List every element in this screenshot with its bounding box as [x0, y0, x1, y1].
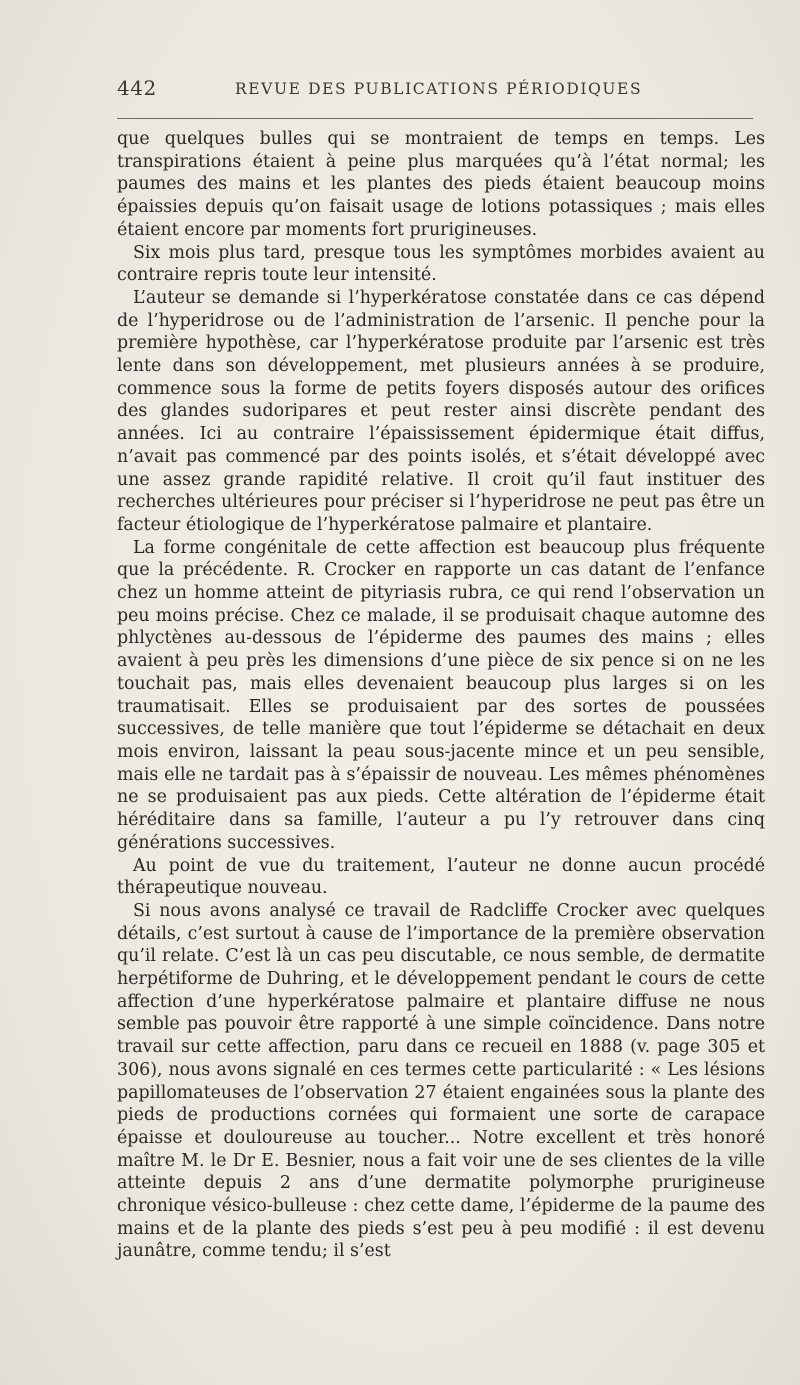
header-rule — [117, 118, 753, 119]
paragraph-six-mois: Six mois plus tard, presque tous les symptômes morbides avaient au contraire repris toute leur intensité. — [117, 242, 765, 286]
paragraph-traitement: Au point de vue du traitement, l’auteur ne donne aucun procédé thérapeutique nouveau. — [117, 855, 765, 899]
page-header — [117, 76, 757, 106]
page-number: 442 — [117, 76, 157, 100]
running-title: REVUE DES PUBLICATIONS PÉRIODIQUES — [235, 80, 643, 98]
body-text — [117, 128, 765, 1263]
paragraph-hyperkeratose: L’auteur se demande si l’hyperkératose constatée dans ce cas dépend de l’hyperidrose ou de l’administration de l’arsenic. Il penche pour la première hypothèse, car l’hyperkératose produite par l’arsenic est très lente dans son développement, met plusieurs années à se produire, commence sous la forme de petits foyers disposés autour des orifices des glandes sudoripares et peut rester ainsi discrète pendant des années. Ici au contraire l’épaississement épidermique était diffus, n’avait pas commencé par des points isolés, et s’était développé avec une assez grande rapidité relative. Il croit qu’il faut instituer des recherches ultérieures pour préciser si l’hyperidrose ne peut pas être un facteur étiologique de l’hyperkératose palmaire et plantaire. — [117, 287, 765, 535]
paragraph-analyse: Si nous avons analysé ce travail de Radcliffe Crocker avec quelques détails, c’est surtout à cause de l’importance de la première observation qu’il relate. C’est là un cas peu discutable, ce nous semble, de dermatite herpétiforme de Duhring, et le développement pendant le cours de cette affection d’une hyperkératose palmaire et plantaire diffuse ne nous semble pas pouvoir être rapporté à une simple coïncidence. Dans notre travail sur cette affection, paru dans ce recueil en 1888 (v. page 305 et 306), nous avons signalé en ces termes cette particularité : « Les lésions papillomateuses de l’observation 27 étaient engainées sous la plante des pieds de productions cornées qui formaient une sorte de carapace épaisse et douloureuse au toucher... Notre excellent et très honoré maître M. le Dr E. Besnier, nous a fait voir une de ses clientes de la ville atteinte depuis 2 ans d’une dermatite polymorphe prurigineuse chronique vésico-bulleuse : chez cette dame, l’épiderme de la paume des mains et de la plante des pieds s’est peu à peu modifié : il est devenu jaunâtre, comme tendu; il s’est — [117, 900, 765, 1262]
paragraph-continuation: que quelques bulles qui se montraient de temps en temps. Les transpirations étaient à peine plus marquées qu’à l’état normal; les paumes des mains et les plantes des pieds étaient beaucoup moins épaissies depuis qu’on faisait usage de lotions potassiques ; mais elles étaient encore par moments fort prurigineuses. — [117, 129, 765, 240]
paragraph-forme-congenitale: La forme congénitale de cette affection est beaucoup plus fréquente que la précédente. R. Crocker en rapporte un cas datant de l’enfance chez un homme atteint de pityriasis rubra, ce qui rend l’observation un peu moins précise. Chez ce malade, il se produisait chaque automne des phlyctènes au-dessous de l’épiderme des paumes des mains ; elles avaient à peu près les dimensions d’une pièce de six pence si on ne les touchait pas, mais elles devenaient beaucoup plus larges si on les traumatisait. Elles se produisaient par des sortes de poussées successives, de telle manière que tout l’épiderme se détachait en deux mois environ, laissant la peau sous-jacente mince et un peu sensible, mais elle ne tardait pas à s’épaissir de nouveau. Les mêmes phénomènes ne se produisaient pas aux pieds. Cette altération de l’épiderme était héréditaire dans sa famille, l’auteur a pu l’y retrouver dans cinq générations successives. — [117, 537, 765, 853]
